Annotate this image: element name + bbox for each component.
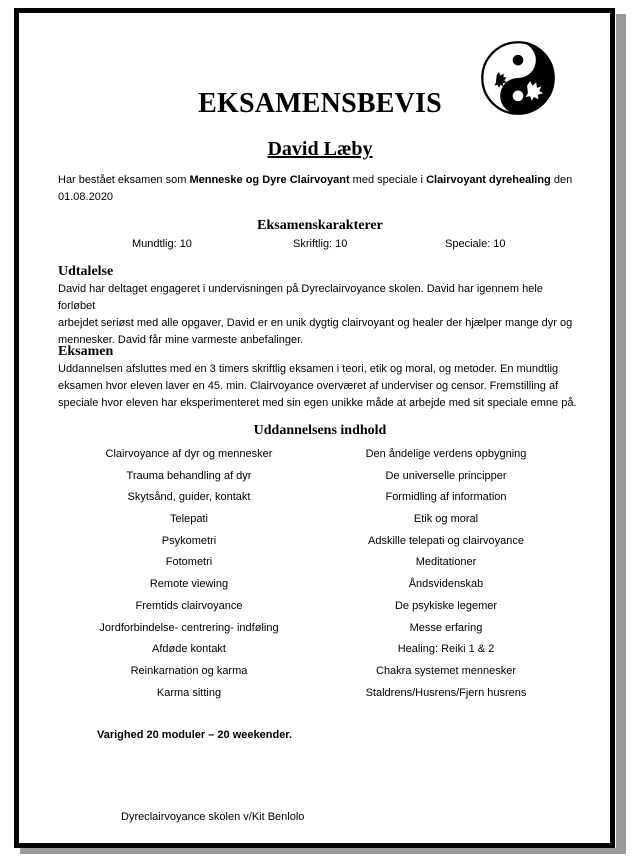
- list-item: Chakra systemet mennesker: [376, 664, 516, 677]
- list-item: Fotometri: [165, 556, 213, 569]
- list-item: Etik og moral: [413, 513, 479, 526]
- passed-role: Menneske og Dyre Clairvoyant: [189, 174, 350, 186]
- grade-written: Skriftlig: 10: [293, 238, 348, 250]
- list-item: Healing: Reiki 1 & 2: [397, 643, 495, 656]
- duration-text: Varighed 20 moduler – 20 weekender.: [97, 729, 293, 741]
- signature-text: Dyreclairvoyance skolen v/Kit Benlolo: [121, 811, 305, 823]
- list-item: Åndsvidenskab: [408, 578, 484, 591]
- list-item: Den åndelige verdens opbygning: [365, 448, 527, 460]
- statement-heading: Udtalelse: [58, 264, 114, 279]
- grades-heading: Eksamenskarakterer: [257, 218, 383, 233]
- list-item: Telepati: [170, 513, 208, 526]
- list-item: Reinkarnation og karma: [130, 664, 248, 677]
- list-item: Messe erfaring: [409, 621, 483, 634]
- list-item: De universelle principper: [385, 469, 507, 482]
- list-item: Afdøde kontakt: [152, 643, 226, 656]
- list-item: Skytsånd, guider, kontakt: [127, 491, 251, 504]
- exam-heading: Eksamen: [58, 344, 114, 359]
- passed-statement: Har bestået eksamen som Menneske og Dyre Clairvoyant med speciale i Clairvoyant dyrehealing den 01.08.2020: [58, 174, 573, 203]
- certificate-title: EKSAMENSBEVIS: [198, 88, 442, 119]
- list-item: Remote viewing: [149, 578, 229, 591]
- page-shadow-bottom: [20, 848, 626, 854]
- statement-text: David har deltaget engageret i undervisningen på Dyreclairvoyance skolen. David har igennem hele forløbet arbejdet seriøst med alle opgaver, David er en unik dygtig clairvoyant og healer der hjælper mange dyr og mennesker. David får mine varmeste anbefalinger.: [58, 283, 573, 346]
- content-list-right: [331, 444, 561, 704]
- content-list-left: [74, 444, 304, 704]
- content-heading: Uddannelsens indhold: [253, 423, 387, 438]
- list-item: Psykometri: [161, 534, 217, 547]
- list-item: Trauma behandling af dyr: [126, 469, 252, 482]
- list-item: Karma sitting: [156, 686, 222, 699]
- list-item: Formidling af information: [385, 491, 507, 504]
- list-item: Staldrens/Husrens/Fjern husrens: [365, 686, 527, 699]
- student-name: David Læby: [267, 138, 373, 160]
- list-item: Fremtids clairvoyance: [135, 599, 243, 612]
- list-item: Adskille telepati og clairvoyance: [368, 534, 524, 547]
- list-item: Clairvoyance af dyr og mennesker: [105, 448, 273, 460]
- exam-text: Uddannelsen afsluttes med en 3 timers skriftlig eksamen i teori, etik og moral, og metoder. En mundtlig eksamen hvor eleven laver en 45. min. Clairvoyance overværet af underviser og censor. Fremstilling af speciale hvor eleven har eksperimenteret med sin egen unikke måde at arbejde med sit speciale emne på.: [58, 363, 577, 409]
- list-item: Jordforbindelse- centrering- indføling: [99, 621, 279, 634]
- passed-date: 01.08.2020: [58, 191, 114, 203]
- list-item: Meditationer: [415, 556, 477, 569]
- grade-special: Speciale: 10: [445, 238, 506, 250]
- passed-specialty: Clairvoyant dyrehealing: [426, 174, 551, 186]
- grade-oral: Mundtlig: 10: [132, 238, 192, 250]
- list-item: De psykiske legemer: [394, 599, 498, 612]
